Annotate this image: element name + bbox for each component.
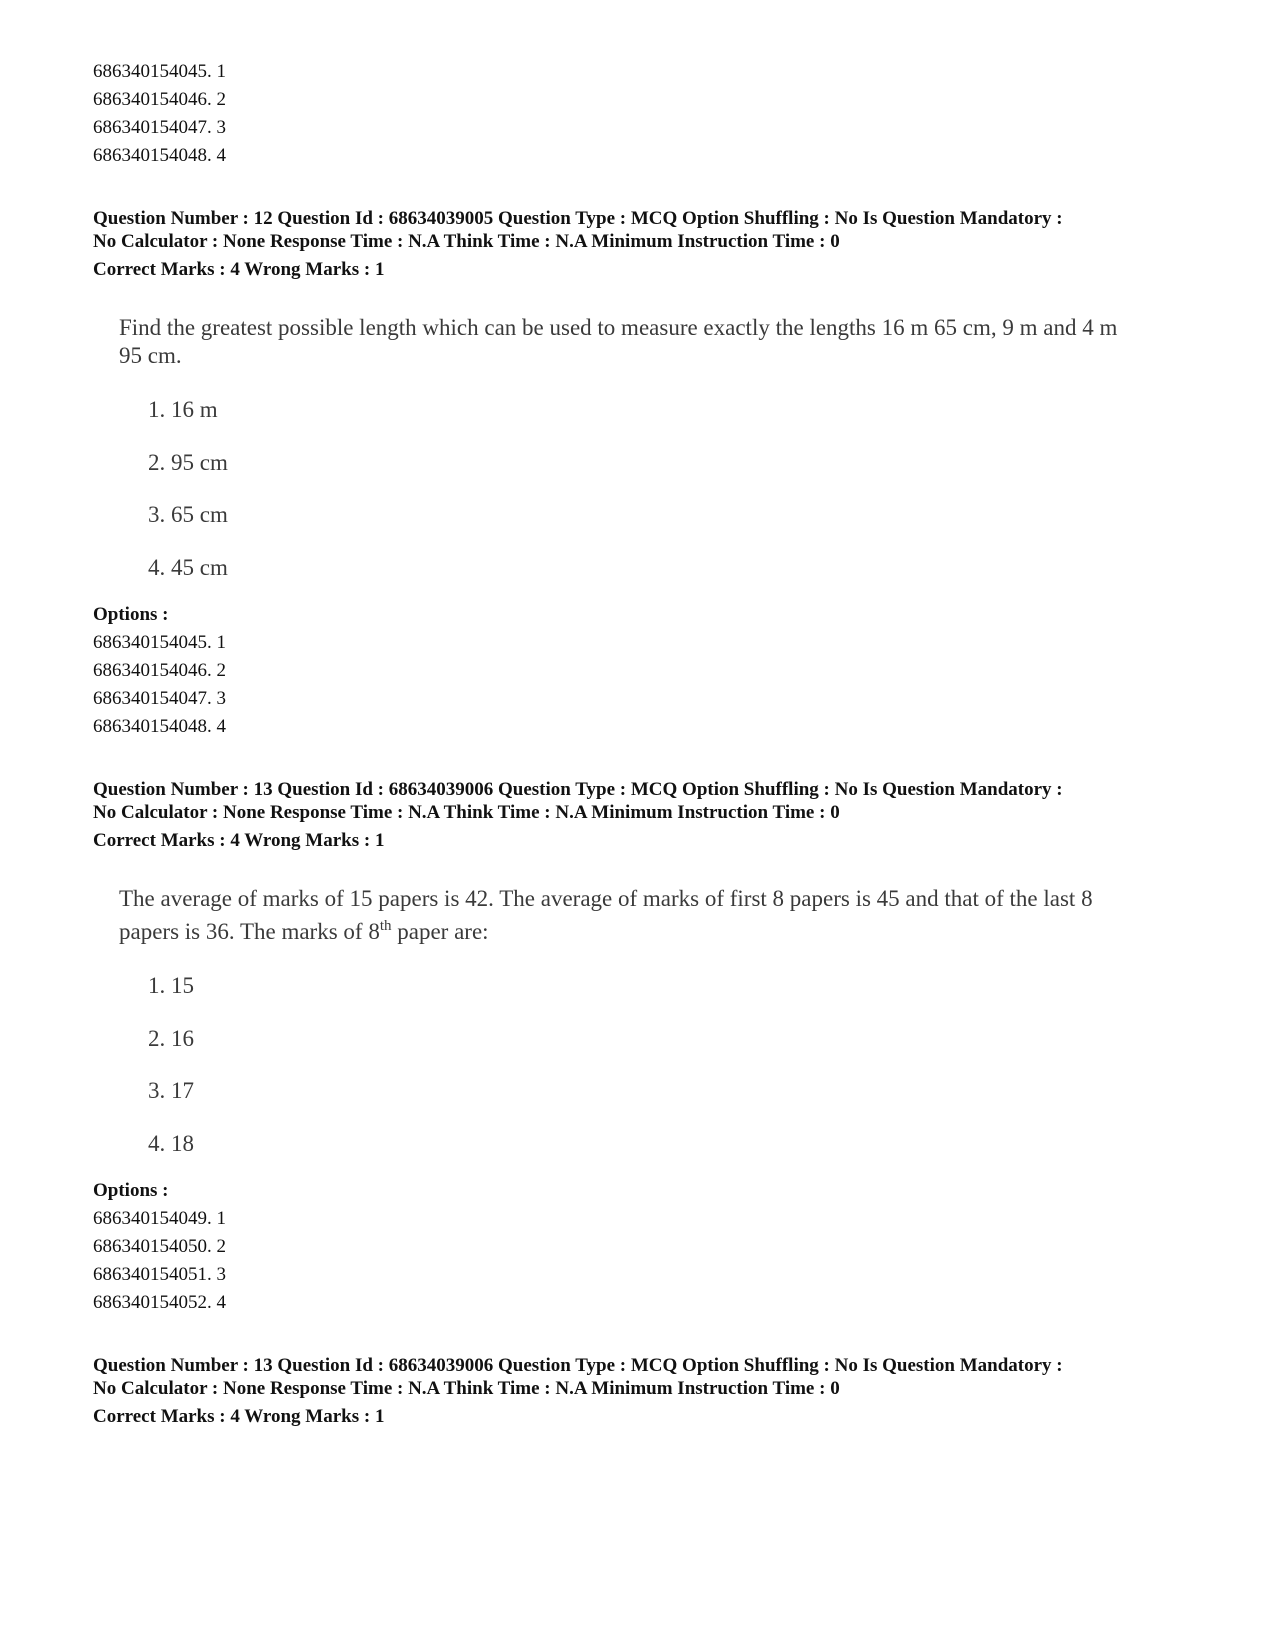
- option-id-line: 686340154049. 1: [93, 1208, 226, 1229]
- superscript: th: [379, 918, 392, 934]
- option-id-line: 686340154045. 1: [93, 61, 226, 82]
- option-id-line: 686340154050. 2: [93, 1236, 226, 1257]
- question-header: No Calculator : None Response Time : N.A Think Time : N.A Minimum Instruction Time : 0: [93, 1378, 840, 1399]
- option-id-line: 686340154048. 4: [93, 145, 226, 166]
- question-header: Question Number : 13 Question Id : 68634039006 Question Type : MCQ Option Shuffling : No Is Question Mandatory :: [93, 1355, 1063, 1376]
- question-text: The average of marks of 15 papers is 42. The average of marks of first 8 papers is 45 and that of the last 8: [119, 886, 1093, 911]
- question-header: Question Number : 13 Question Id : 68634039006 Question Type : MCQ Option Shuffling : No Is Question Mandatory :: [93, 779, 1063, 800]
- answer-choice: 3. 17: [148, 1078, 194, 1103]
- options-label: Options :: [93, 1180, 169, 1201]
- answer-choice: 2. 16: [148, 1026, 194, 1051]
- option-id-line: 686340154051. 3: [93, 1264, 226, 1285]
- answer-choice: 2. 95 cm: [148, 450, 228, 475]
- question-text: [119, 916, 489, 947]
- answer-choice: 4. 18: [148, 1131, 194, 1156]
- question-text: Find the greatest possible length which can be used to measure exactly the lengths 16 m 65 cm, 9 m and 4 m: [119, 315, 1118, 340]
- option-id-line: 686340154046. 2: [93, 660, 226, 681]
- question-text-part: papers is 36. The marks of 8: [119, 919, 380, 944]
- answer-choice: 1. 16 m: [148, 397, 218, 422]
- question-marks: Correct Marks : 4 Wrong Marks : 1: [93, 259, 385, 280]
- question-header: No Calculator : None Response Time : N.A Think Time : N.A Minimum Instruction Time : 0: [93, 802, 840, 823]
- question-header: No Calculator : None Response Time : N.A Think Time : N.A Minimum Instruction Time : 0: [93, 231, 840, 252]
- question-text-part: paper are:: [391, 919, 489, 944]
- question-marks: Correct Marks : 4 Wrong Marks : 1: [93, 830, 385, 851]
- option-id-line: 686340154047. 3: [93, 117, 226, 138]
- answer-choice: 3. 65 cm: [148, 502, 228, 527]
- question-marks: Correct Marks : 4 Wrong Marks : 1: [93, 1406, 385, 1427]
- option-id-line: 686340154046. 2: [93, 89, 226, 110]
- option-id-line: 686340154048. 4: [93, 716, 226, 737]
- question-header: Question Number : 12 Question Id : 68634039005 Question Type : MCQ Option Shuffling : No Is Question Mandatory :: [93, 208, 1063, 229]
- option-id-line: 686340154052. 4: [93, 1292, 226, 1313]
- option-id-line: 686340154045. 1: [93, 632, 226, 653]
- options-label: Options :: [93, 604, 169, 625]
- option-id-line: 686340154047. 3: [93, 688, 226, 709]
- question-text: 95 cm.: [119, 343, 182, 368]
- answer-choice: 1. 15: [148, 973, 194, 998]
- answer-choice: 4. 45 cm: [148, 555, 228, 580]
